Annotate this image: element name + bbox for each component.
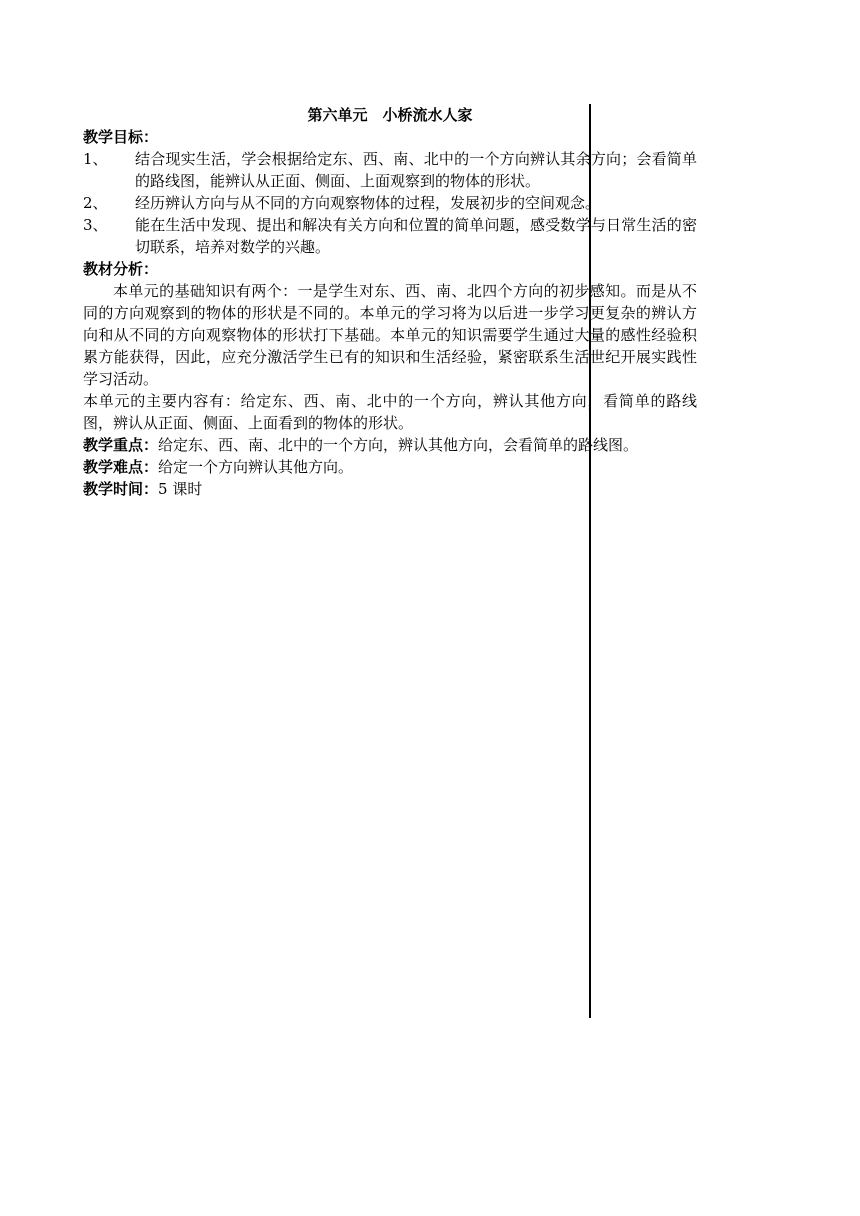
analysis-heading: 教材分析：: [83, 260, 159, 278]
document-content: [83, 104, 697, 500]
objective-item-3: [83, 214, 697, 258]
objective-number: 2、: [83, 194, 108, 212]
key-point: [83, 434, 697, 456]
objective-item-2: [83, 192, 697, 214]
key-point-text: 给定东、西、南、北中的一个方向，辨认其他方向，会看简单的路线图。: [158, 436, 639, 454]
teaching-time-text: 5 课时: [158, 480, 203, 498]
difficulty: [83, 456, 697, 478]
objective-text: 结合现实生活，学会根据给定东、西、南、北中的一个方向辨认其余方向；会看简单的路线图，能辨认从正面、侧面、上面观察到的物体的形状。: [135, 150, 697, 190]
objective-number: 1、: [83, 150, 108, 168]
unit-title: 第六单元 小桥流水人家: [307, 106, 473, 124]
analysis-paragraph-2: 本单元的主要内容有：给定东、西、南、北中的一个方向，辨认其他方向，看简单的路线图，辨认从正面、侧面、上面看到的物体的形状。: [83, 392, 697, 432]
objectives-heading: 教学目标：: [83, 128, 159, 146]
analysis-paragraph-1: 本单元的基础知识有两个：一是学生对东、西、南、北四个方向的初步感知。而是从不同的方向观察到的物体的形状是不同的。本单元的学习将为以后进一步学习更复杂的辨认方向和从不同的方向观察物体的形状打下基础。本单元的知识需要学生通过大量的感性经验积累方能获得，因此，应充分激活学生已有的知识和生活经验，紧密联系生活世纪开展实践性学习活动。: [83, 282, 697, 388]
objective-text: 能在生活中发现、提出和解决有关方向和位置的简单问题，感受数学与日常生活的密切联系，培养对数学的兴趣。: [135, 216, 697, 256]
difficulty-label: 教学难点：: [83, 458, 159, 476]
key-point-label: 教学重点：: [83, 436, 159, 454]
objective-text: 经历辨认方向与从不同的方向观察物体的过程，发展初步的空间观念。: [135, 194, 601, 212]
objective-number: 3、: [83, 216, 108, 234]
objective-item-1: [83, 148, 697, 192]
teaching-time: [83, 478, 697, 500]
difficulty-text: 给定一个方向辨认其他方向。: [158, 458, 354, 476]
teaching-time-label: 教学时间：: [83, 480, 159, 498]
